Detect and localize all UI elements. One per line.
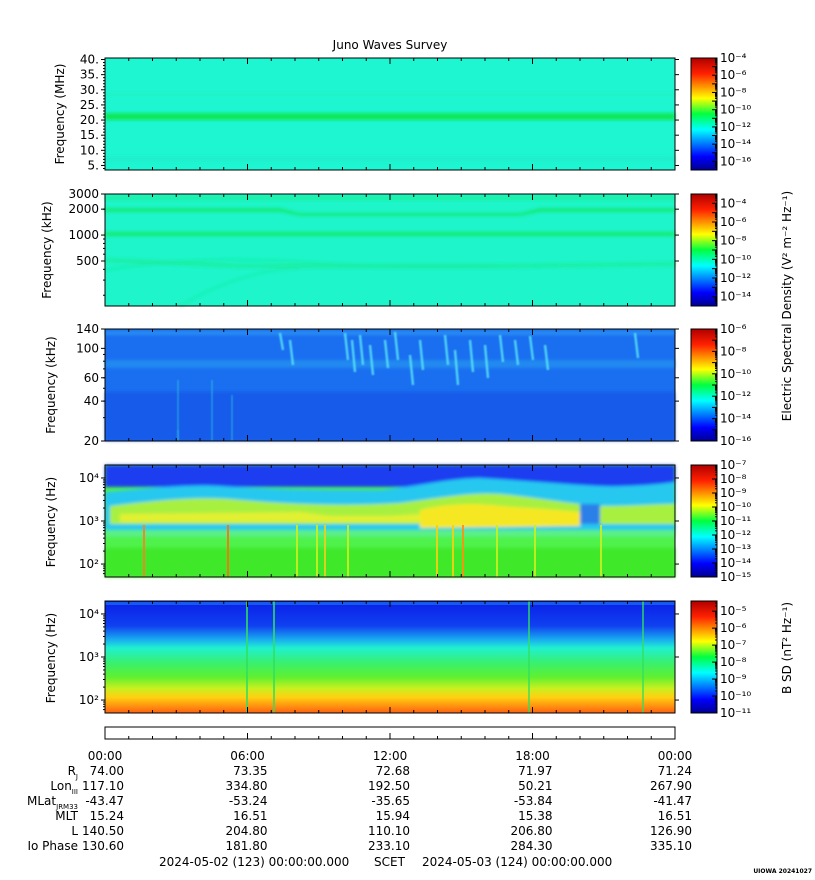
- time-axis-ticks: [105, 733, 675, 739]
- y-tick-label: 5.: [87, 158, 99, 173]
- e-spike: [296, 525, 298, 577]
- e-spike: [452, 525, 454, 577]
- colorbar-tick-label: 10⁻⁵: [720, 604, 747, 619]
- panel-e-hz: [44, 465, 679, 577]
- y-tick-label: 35.: [79, 67, 99, 82]
- e-spike: [600, 525, 602, 577]
- e-spike: [436, 525, 438, 577]
- y-tick-label: 100: [76, 341, 99, 356]
- colorbar-tick-label: 10⁻⁸: [720, 233, 747, 248]
- time-label: 00:00: [657, 749, 693, 763]
- ephemeris-value: 74.00: [89, 764, 124, 778]
- colorbar-tick-label: 10⁻¹²: [720, 389, 752, 404]
- ephemeris-value: 140.50: [82, 824, 124, 838]
- ephemeris-value: 181.80: [225, 839, 268, 853]
- colorbar-tick-label: 10⁻¹⁴: [720, 556, 752, 570]
- colorbar-tick-label: 10⁻¹⁰: [720, 252, 752, 267]
- colorbars: [691, 51, 751, 720]
- panel-e-gap: [580, 504, 600, 524]
- colorbar-tick-label: 10⁻¹¹: [720, 706, 752, 720]
- ephemeris-value: 16.51: [657, 809, 692, 823]
- y-tick-label: 30.: [79, 82, 99, 97]
- e-spike: [496, 525, 498, 577]
- colorbar-tick-label: 10⁻⁶: [720, 68, 747, 83]
- y-tick-label: 1000: [68, 228, 99, 243]
- ephemeris-value: 15.94: [375, 809, 410, 823]
- ephemeris-row-sublabel: J: [75, 773, 78, 781]
- panel-mhz-ylabel: Frequency (MHz): [53, 63, 67, 165]
- ephemeris-row-sublabel: JRM33: [56, 803, 78, 811]
- colorbar-tick-label: 10⁻¹⁴: [720, 137, 752, 152]
- e-spike: [316, 525, 318, 577]
- ephemeris-value: 16.51: [233, 809, 268, 823]
- y-tick-label: 10.: [79, 143, 99, 158]
- colorbar-tick-label: 10⁻⁸: [720, 472, 747, 486]
- ephemeris-row-label: MLT: [55, 809, 78, 823]
- ephemeris-value: -53.84: [513, 794, 553, 808]
- colorbar-tick-label: 10⁻¹⁵: [720, 570, 752, 584]
- ephemeris-value: -35.65: [371, 794, 410, 808]
- colorbar-tick-label: 10⁻⁹: [720, 672, 747, 687]
- colorbar-tick-label: 10⁻¹⁴: [720, 289, 752, 304]
- panel-b-spike-4: [642, 601, 644, 713]
- ephemeris-table: [27, 749, 692, 853]
- colorbar-tick-label: 10⁻⁶: [720, 322, 747, 336]
- footer-scet: SCET: [374, 855, 405, 869]
- ephemeris-value: 73.35: [233, 764, 268, 778]
- ephemeris-value: -41.47: [653, 794, 692, 808]
- panel-lf-khz: [44, 322, 679, 448]
- y-tick-label: 15.: [79, 128, 99, 143]
- panel-mhz-upper-band: [105, 93, 675, 96]
- ephemeris-value: 130.60: [82, 839, 124, 853]
- colorbar-label-magnetic: B SD (nT² Hz⁻¹): [780, 601, 794, 695]
- panel-b-spike-3: [528, 601, 530, 713]
- colorbar-tick-label: 10⁻⁴: [720, 51, 747, 65]
- y-tick-label: 10⁴: [78, 606, 99, 621]
- panel-lf-80khz-band: [105, 360, 675, 368]
- panel-lf-lower-dark-region: [105, 392, 675, 441]
- panel-b-background: [105, 601, 675, 713]
- colorbar-tick-label: 10⁻¹⁶: [720, 434, 752, 448]
- ephemeris-value: 334.80: [225, 779, 268, 793]
- e-spike: [534, 525, 536, 577]
- e-spike: [324, 525, 326, 577]
- colorbar-tick-label: 10⁻⁶: [720, 621, 747, 636]
- ephemeris-row-label: MLat$_{JRM33}$: [27, 794, 78, 811]
- ephemeris-value: 110.10: [368, 824, 410, 838]
- figure-title: Juno Waves Survey: [332, 38, 448, 52]
- ephemeris-value: 117.10: [82, 779, 124, 793]
- ephemeris-row-label: L: [71, 824, 78, 838]
- colorbar-tick-label: 10⁻¹¹: [720, 514, 752, 528]
- panel-mhz-21mhz-band: [105, 113, 675, 120]
- ephemeris-row-label: Lon$_{III}$: [50, 779, 78, 796]
- time-label: 12:00: [372, 749, 408, 763]
- y-tick-label: 10²: [78, 693, 99, 708]
- credit-label: UIOWA 20241027: [753, 868, 812, 875]
- panel-lf-ylabel: Frequency (kHz): [44, 336, 58, 434]
- colorbar-tick-label: 10⁻¹⁰: [720, 102, 752, 117]
- y-tick-label: 140: [76, 322, 99, 336]
- ephemeris-value: 71.24: [657, 764, 692, 778]
- colorbar-tick-label: 10⁻¹²: [720, 119, 752, 134]
- colorbar-tick-label: 10⁻⁸: [720, 85, 747, 100]
- e-spike: [347, 525, 349, 577]
- panel-b-ylabel: Frequency (Hz): [44, 612, 58, 704]
- ephemeris-value: 206.80: [510, 824, 553, 838]
- panel-e-ylabel: Frequency (Hz): [44, 476, 58, 568]
- panel-hf-khz: [40, 187, 679, 306]
- time-label: 18:00: [515, 749, 550, 763]
- ephemeris-value: 15.38: [518, 809, 553, 823]
- ephemeris-value: 233.10: [368, 839, 410, 853]
- y-tick-label: 60: [83, 370, 99, 385]
- y-tick-label: 20: [83, 434, 99, 448]
- colorbar-tick-label: 10⁻⁴: [720, 196, 747, 211]
- colorbar-label-electric: Electric Spectral Density (V² m⁻² Hz⁻¹): [780, 190, 794, 422]
- ephemeris-row-label: $R_J$: [67, 764, 78, 781]
- ephemeris-value: 335.10: [650, 839, 692, 853]
- y-tick-label: 40: [83, 394, 99, 409]
- colorbar-tick-label: 10⁻⁶: [720, 215, 747, 229]
- y-tick-label: 20.: [79, 113, 99, 128]
- colorbar-tick-label: 10⁻⁹: [720, 486, 747, 500]
- colorbar-tick-label: 10⁻⁷: [720, 458, 747, 472]
- e-spike: [462, 525, 464, 577]
- y-tick-label: 2000: [68, 202, 99, 217]
- y-tick-label: 500: [76, 253, 99, 268]
- ephemeris-value: 284.30: [510, 839, 553, 853]
- footer-start: 2024-05-02 (123) 00:00:00.000: [159, 855, 350, 869]
- y-tick-label: 10⁴: [78, 470, 99, 485]
- colorbar-tick-label: 10⁻⁸: [720, 344, 747, 359]
- colorbar-tick-label: 10⁻¹⁰: [720, 500, 752, 514]
- ephemeris-row-label: Io Phase: [27, 839, 78, 853]
- panel-hf-1000khz-band: [105, 232, 675, 236]
- y-tick-label: 10³: [78, 514, 99, 528]
- ephemeris-value: -53.24: [228, 794, 268, 808]
- y-tick-label: 10³: [78, 650, 99, 664]
- ephemeris-value: 50.21: [518, 779, 553, 793]
- ephemeris-value: 126.90: [650, 824, 692, 838]
- colorbar-tick-label: 10⁻¹⁶: [720, 154, 752, 169]
- footer-end: 2024-05-03 (124) 00:00:00.000: [422, 855, 613, 869]
- colorbar-tick-label: 10⁻¹³: [720, 542, 752, 556]
- y-tick-label: 10²: [78, 557, 99, 572]
- colorbar-tick-label: 10⁻¹²: [720, 528, 752, 542]
- ephemeris-value: 192.50: [368, 779, 410, 793]
- panel-mhz-lower-band: [105, 156, 675, 162]
- colorbar-tick-label: 10⁻⁸: [720, 655, 747, 670]
- ephemeris-value: 71.97: [518, 764, 553, 778]
- time-label: 06:00: [230, 749, 265, 763]
- ephemeris-row-sublabel: III: [71, 788, 78, 796]
- panel-mhz: [53, 53, 679, 173]
- ephemeris-value: -43.47: [85, 794, 124, 808]
- colorbar-tick-label: 10⁻¹⁰: [720, 366, 752, 381]
- ephemeris-value: 72.68: [375, 764, 410, 778]
- time-label: 00:00: [87, 749, 123, 763]
- e-spike: [143, 525, 145, 577]
- y-tick-label: 25.: [79, 97, 99, 112]
- colorbar-tick-label: 10⁻¹⁴: [720, 411, 752, 426]
- panel-hf-ylabel: Frequency (kHz): [40, 201, 54, 299]
- y-tick-label: 3000: [68, 187, 99, 201]
- panel-b-spike-2: [273, 601, 275, 713]
- ephemeris-value: 15.24: [89, 809, 124, 823]
- ephemeris-value: 204.80: [225, 824, 268, 838]
- colorbar-tick-label: 10⁻¹²: [720, 271, 752, 285]
- y-tick-label: 40.: [79, 52, 99, 67]
- colorbar-tick-label: 10⁻¹⁰: [720, 689, 752, 704]
- panel-b-hz: [44, 601, 679, 713]
- panel-b-spike-1: [246, 601, 248, 713]
- colorbar-tick-label: 10⁻⁷: [720, 638, 747, 653]
- e-spike: [227, 525, 229, 577]
- ephemeris-value: 267.90: [650, 779, 692, 793]
